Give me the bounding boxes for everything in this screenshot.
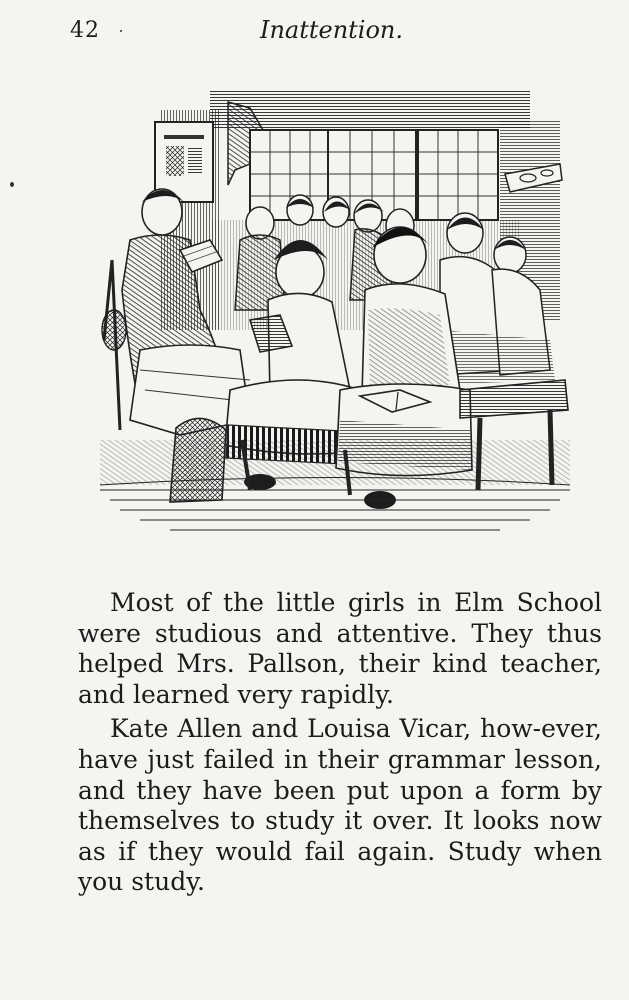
running-title: Inattention. [259, 16, 404, 44]
page-number: 42 [70, 18, 100, 43]
ink-speck [10, 182, 14, 187]
paragraph-1: Most of the little girls in Elm School were studious and attentive. They thus helped Mrs. Pallson, their kind teacher, and learned very rapidly. [78, 588, 602, 709]
ink-speck [120, 30, 122, 32]
body-text [78, 588, 602, 898]
classroom-illustration [100, 90, 570, 540]
paragraph-2: Kate Allen and Louisa Vicar, how-ever, have just failed in their grammar lesson, and they have been put upon a form by themselves to study it over. It looks now as if they would fail again. Study when you study. [78, 714, 602, 897]
